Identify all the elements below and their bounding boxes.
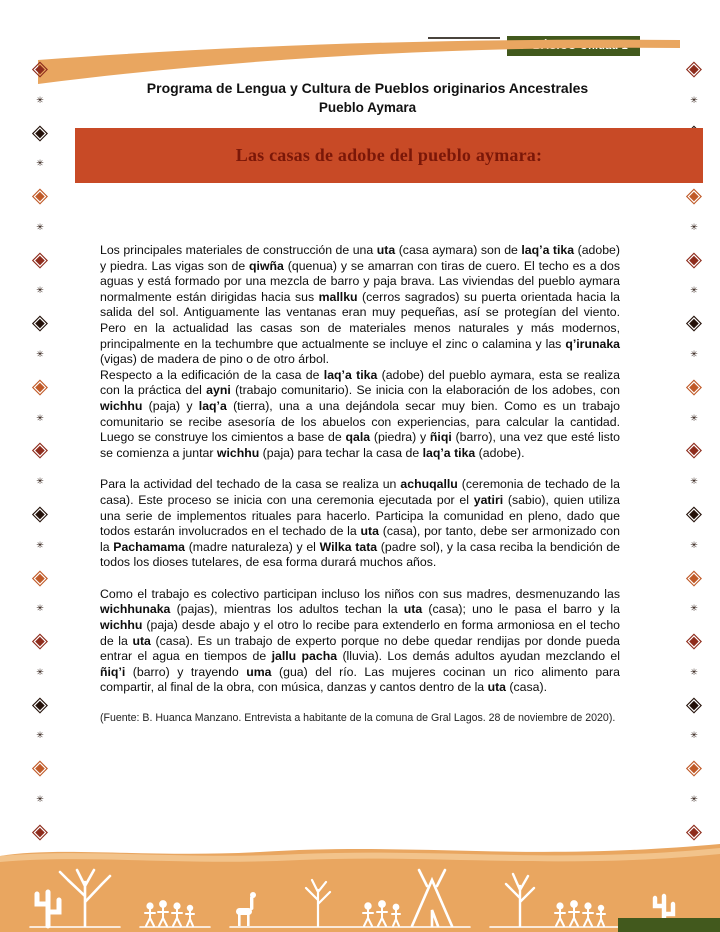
textile-star-icon: ✳	[36, 412, 44, 423]
footer-illustration	[0, 840, 720, 932]
textile-diamond-icon: ◈	[685, 692, 703, 716]
textile-star-icon: ✳	[36, 539, 44, 550]
textile-star-icon: ✳	[690, 412, 698, 423]
textile-diamond-icon: ◈	[31, 692, 49, 716]
textile-star-icon: ✳	[690, 349, 698, 360]
textile-diamond-icon: ◈	[685, 756, 703, 780]
textile-star-icon: ✳	[690, 476, 698, 487]
textile-diamond-icon: ◈	[685, 438, 703, 462]
textile-diamond-icon: ◈	[31, 438, 49, 462]
textile-star-icon: ✳	[690, 94, 698, 105]
textile-star-icon: ✳	[36, 476, 44, 487]
textile-diamond-icon: ◈	[31, 247, 49, 271]
textile-diamond-icon: ◈	[685, 374, 703, 398]
textile-diamond-icon: ◈	[685, 57, 703, 80]
program-subtitle: Pueblo Aymara	[318, 100, 417, 115]
textile-star-icon: ✳	[36, 94, 44, 105]
textile-diamond-icon: ◈	[685, 565, 703, 589]
textile-star-icon: ✳	[36, 603, 44, 614]
textile-star-icon: ✳	[690, 603, 698, 614]
textile-diamond-icon: ◈	[31, 501, 49, 525]
textile-star-icon: ✳	[36, 158, 44, 169]
textile-diamond-icon: ◈	[31, 629, 49, 653]
body-paragraph: Los principales materiales de construcción de una uta (casa aymara) son de laq’a tika (adobe) y piedra. Las vigas son de qiwña (quenua) y se amarran con tiras de cuero. El techo es a dos aguas y está formado por una mezcla de barro y paja brava. Las viviendas del pueblo aymara normalmente están dirigidas hacia sus mallku (cerros sagrados) su puerta orientada hacia la salida del sol. Antiguamente las ventanas eran muy pequeñas, así se protegían del viento. Pero en la actualidad las casas son de materiales menos naturales y más modernos, principalmente en la techumbre que actualmente se incluye el zinc o calamina y las q’irunaka (vigas) de madera de pino o de otro árbol.	[100, 243, 620, 367]
textile-star-icon: ✳	[690, 221, 698, 232]
textile-star-icon: ✳	[36, 666, 44, 677]
textile-diamond-icon: ◈	[31, 374, 49, 398]
textile-diamond-icon: ◈	[31, 184, 49, 208]
source-citation: (Fuente: B. Huanca Manzano. Entrevista a habitante de la comuna de Gral Lagos. 28 de noviembre de 2020).	[100, 712, 616, 725]
textile-diamond-icon: ◈	[31, 565, 49, 589]
left-border-pattern	[22, 58, 58, 842]
textile-star-icon: ✳	[36, 730, 44, 741]
textile-star-icon: ✳	[36, 221, 44, 232]
article-body	[100, 243, 620, 727]
textile-diamond-icon: ◈	[31, 311, 49, 335]
footer-corner-accent	[618, 918, 720, 932]
textile-diamond-icon: ◈	[31, 756, 49, 780]
section-banner	[75, 128, 703, 183]
textile-diamond-icon: ◈	[31, 819, 49, 843]
body-paragraph: Como el trabajo es colectivo participan incluso los niños con sus madres, desmenuzando las wichhunaka (pajas), mientras los adultos techan la uta (casa); uno le pasa el barro y la wichhu (paja) desde abajo y el otro lo recibe para extenderlo en forma armoniosa en el techo de la uta (casa). Es un trabajo de experto porque no debe quedar rendijas por donde pueda entrar el agua en tiempos de jallu pacha (lluvia). Los demás adultos ayudan mezclando el ñiq’i (barro) y trayendo uma (gua) del río. Las mujeres cocinan un rico alimento para compartir, al final de la obra, con música, danzas y cantos dentro de la uta (casa).	[100, 586, 620, 695]
textile-diamond-icon: ◈	[685, 247, 703, 271]
section-banner-title: Las casas de adobe del pueblo aymara:	[235, 145, 543, 165]
textile-star-icon: ✳	[690, 285, 698, 296]
textile-diamond-icon: ◈	[685, 629, 703, 653]
textile-star-icon: ✳	[36, 285, 44, 296]
textile-star-icon: ✳	[690, 793, 698, 804]
textile-diamond-icon: ◈	[685, 501, 703, 525]
textile-star-icon: ✳	[690, 539, 698, 550]
program-title: Programa de Lengua y Cultura de Pueblos originarios Ancestrales	[146, 80, 589, 96]
textile-star-icon: ✳	[690, 666, 698, 677]
textile-diamond-icon: ◈	[685, 819, 703, 843]
textile-star-icon: ✳	[690, 730, 698, 741]
textile-star-icon: ✳	[36, 349, 44, 360]
textile-diamond-icon: ◈	[31, 57, 49, 80]
textile-diamond-icon: ◈	[685, 311, 703, 335]
body-paragraph: Respecto a la edificación de la casa de laq’a tika (adobe) del pueblo aymara, esta se realiza con la práctica del ayni (trabajo comunitario). Se inicia con la elaboración de los adobes, con wichhu (paja) y laq’a (tierra), una a una dejándola secar muy bien. Como es un trabajo comunitario se recibe asesoría de los abuelos con experiencias, para calcular la cantidad. Luego se construye los cimientos a base de qala (piedra) y ñiqi (barro), una vez que esté listo se comienza a juntar wichhu (paja) para techar la casa de laq’a tika (adobe).	[100, 367, 621, 460]
textile-star-icon: ✳	[36, 793, 44, 804]
textile-diamond-icon: ◈	[685, 184, 703, 208]
textile-diamond-icon: ◈	[31, 120, 49, 144]
body-paragraph: Para la actividad del techado de la casa se realiza un achuqallu (ceremonia de techado de la casa). Este proceso se inicia con una ceremonia ejecutada por el yatiri (sabio), quien utiliza una serie de implementos rituales para hacerlo. Participa la comunidad en pleno, dado que todos estarán involucrados en el techado de la uta (casa), por tanto, debe ser armonizado con la Pachamama (madre naturaleza) y el Wilka tata (padre sol), y la casa reciba la bendición de todos los dioses tutelares, de esa forma durará muchos años.	[100, 477, 620, 570]
